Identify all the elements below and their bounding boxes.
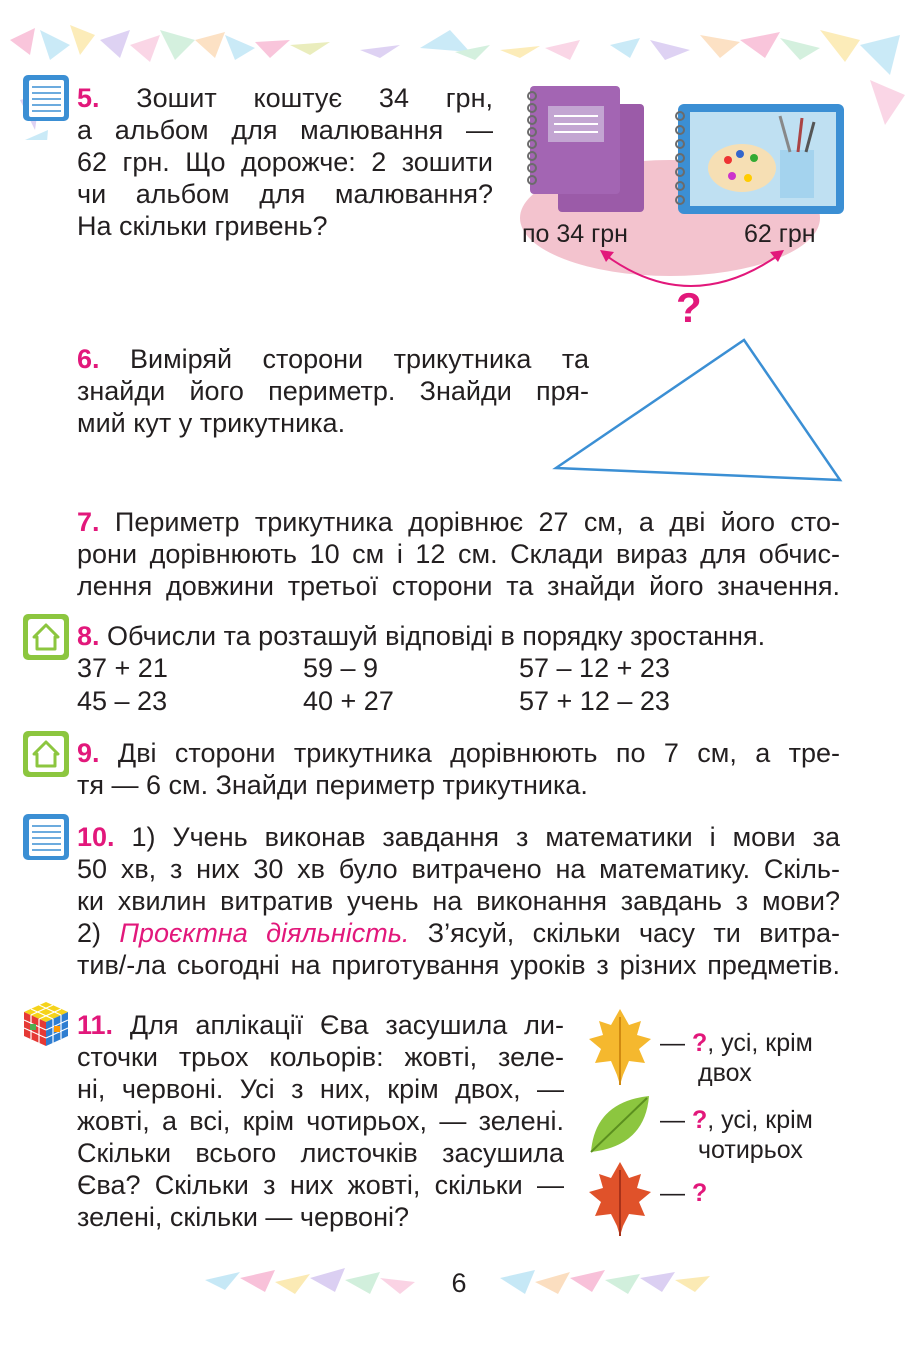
notebook-icon [22, 813, 70, 866]
expression: 57 – 12 + 23 [519, 653, 670, 683]
red-leaf-icon [585, 1158, 655, 1238]
task-5-text: 5. Зошит коштує 34 грн, а альбом для малювання — 62 грн. Що дорожче: 2 зошити чи альбом для малювання? На скільки гривень? [77, 83, 493, 241]
task-6-number: 6. [77, 344, 100, 374]
price-notebook: по 34 грн [522, 220, 628, 248]
task-11-text: 11. Для аплікації Єва засушила ли- сточки трьох кольорів: жовті, зеле- ні, червоні. Усі з них, крім двох, — жовті, а всі, крім чотирьох, — зелені. Скільки всього листочків засушила Єва? Скільки з них жовті, скільки — зелені, скільки — червоні? [77, 1010, 564, 1232]
yellow-leaf-icon [585, 1005, 655, 1087]
expression: 57 + 12 – 23 [519, 686, 670, 716]
task-7-text: 7. Периметр трикутника дорівнює 27 см, а дві його сто- рони дорівнюють 10 см і 12 см. Склади вираз для обчис- лення довжини третьої сторони та знайди його значення. [77, 507, 840, 601]
home-icon [22, 613, 70, 666]
task-9-text: 9. Дві сторони трикутника дорівнюють по 7 см, а тре- тя — 6 см. Знайди периметр трикутника. [77, 738, 840, 800]
expression: 59 – 9 [303, 653, 379, 683]
task-8-number: 8. [77, 621, 100, 651]
task-6-text: 6. Виміряй сторони трикутника та знайди його периметр. Знайди пря- мий кут у трикутника. [77, 344, 589, 438]
legend-green: — ?, усі, крім [660, 1106, 813, 1134]
task-9-number: 9. [77, 738, 100, 768]
green-leaf-icon [585, 1090, 655, 1160]
task-10-text: 10. 1) Учень виконав завдання з математики і мови за 50 хв, з них 30 хв було витрачено на математику. Скіль- ки хвилин витратив учень на виконання завдань з мови? 2) Проєктна діяльність. З’ясуй, скільки часу ти витра- тив/-ла сьогодні на приготування уроків з різних предметів. [77, 822, 840, 980]
rubik-cube-icon [22, 1000, 70, 1053]
expression: 45 – 23 [77, 686, 168, 716]
task-11-number: 11. [77, 1010, 114, 1040]
price-album: 62 грн [744, 220, 816, 248]
triangle-figure [550, 334, 850, 484]
task-7-number: 7. [77, 507, 100, 537]
task-10-number: 10. [77, 822, 115, 852]
legend-red: — ? [660, 1179, 708, 1207]
legend-green-line2: чотирьох [698, 1136, 803, 1164]
project-activity-label: Проєктна діяльність. [119, 918, 410, 948]
legend-yellow-line2: двох [698, 1059, 752, 1087]
expression: 40 + 27 [303, 686, 394, 716]
task-8-text: 8. Обчисли та розташуй відповіді в порядку зростання. [77, 621, 766, 651]
expression: 37 + 21 [77, 653, 168, 683]
legend-yellow: — ?, усі, крім [660, 1029, 813, 1057]
task-5-number: 5. [77, 83, 100, 113]
home-icon [22, 730, 70, 783]
question-mark: ? [676, 284, 702, 331]
notebook-icon [22, 74, 70, 127]
page-number: 6 [451, 1268, 467, 1298]
